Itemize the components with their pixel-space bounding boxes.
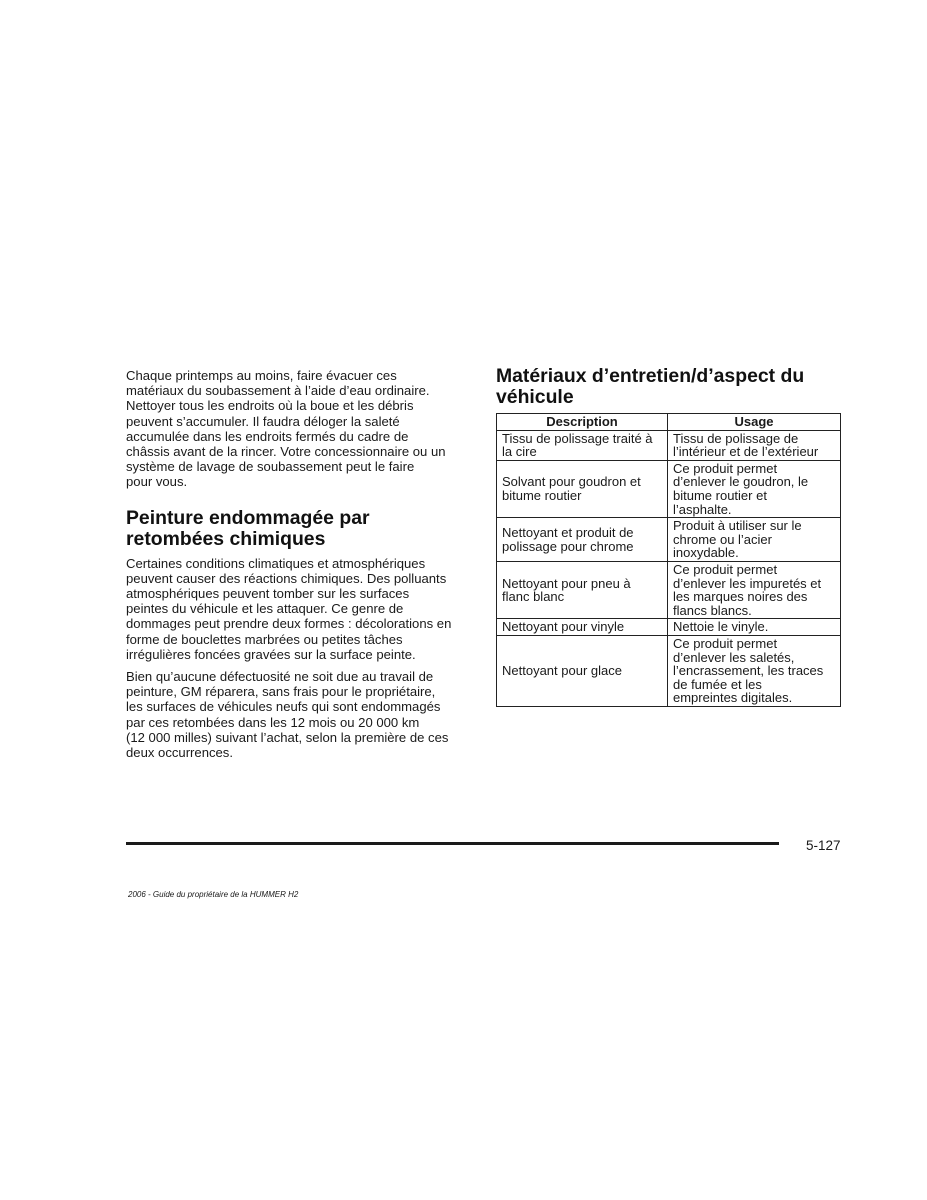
cell-line: Tissu de polissage traité à bbox=[502, 430, 653, 446]
cell-line: Ce produit permet bbox=[673, 561, 778, 577]
cell-line: la cire bbox=[502, 444, 537, 460]
heading-line: Matériaux d’entretien/d’aspect du bbox=[496, 365, 805, 387]
text-line: Nettoyer tous les endroits où la boue et les débris bbox=[126, 398, 414, 414]
page-number: 5-127 bbox=[806, 838, 841, 853]
page-divider-rule bbox=[126, 842, 779, 845]
cell-line: d’enlever les impuretés et bbox=[673, 575, 822, 591]
table-row bbox=[497, 635, 841, 706]
heading-line: véhicule bbox=[496, 386, 574, 408]
cell-line: Ce produit permet bbox=[673, 460, 778, 476]
text-line: accumulée dans les endroits fermés du cadre de bbox=[126, 428, 409, 444]
cell-line: inoxydable. bbox=[673, 545, 739, 561]
column-header-description: Description bbox=[497, 414, 668, 431]
intro-paragraph bbox=[126, 368, 472, 490]
chemical-paragraph-2 bbox=[126, 669, 472, 760]
right-column bbox=[496, 366, 842, 707]
cell-line: Ce produit permet bbox=[673, 635, 778, 651]
table-row bbox=[497, 619, 841, 636]
table-row bbox=[497, 518, 841, 562]
care-materials-table bbox=[496, 413, 841, 707]
cell-line: Nettoyant pour pneu à bbox=[502, 575, 631, 591]
footer-caption: 2006 - Guide du propriétaire de la HUMMER H2 bbox=[128, 890, 299, 899]
left-column bbox=[126, 368, 472, 760]
table-row bbox=[497, 561, 841, 618]
heading-line: retombées chimiques bbox=[126, 527, 326, 550]
section-heading-chemical-damage bbox=[126, 508, 472, 550]
cell-line: bitume routier bbox=[502, 487, 582, 503]
cell-line: Nettoyant et produit de bbox=[502, 524, 634, 540]
text-line: peuvent causer des réactions chimiques. Des polluants bbox=[126, 570, 447, 586]
section-heading-care-materials bbox=[496, 366, 842, 408]
text-line: matériaux du soubassement à l’aide d’eau ordinaire. bbox=[126, 383, 430, 399]
text-line: châssis avant de la rincer. Votre concessionnaire ou un bbox=[126, 444, 446, 460]
cell-line: Nettoyant pour glace bbox=[502, 663, 622, 679]
text-line: Bien qu’aucune défectuosité ne soit due au travail de bbox=[126, 669, 434, 685]
usage-cell bbox=[668, 518, 841, 562]
description-cell bbox=[497, 518, 668, 562]
cell-line: polissage pour chrome bbox=[502, 538, 634, 554]
cell-line: d’enlever les saletés, bbox=[673, 649, 795, 665]
heading-line: Peinture endommagée par bbox=[126, 506, 370, 529]
cell-line: Nettoie le vinyle. bbox=[673, 619, 769, 635]
cell-line: d’enlever le goudron, le bbox=[673, 474, 809, 490]
cell-line: chrome ou l’acier bbox=[673, 531, 772, 547]
text-line: irrégulières foncées gravées sur la surface peinte. bbox=[126, 646, 416, 662]
cell-line: l’intérieur et de l’extérieur bbox=[673, 444, 819, 460]
cell-line: les marques noires des bbox=[673, 589, 808, 605]
cell-line: de fumée et les bbox=[673, 676, 762, 692]
cell-line: flancs blancs. bbox=[673, 602, 752, 618]
text-line: système de lavage de soubassement peut le faire bbox=[126, 459, 415, 475]
table-row bbox=[497, 430, 841, 460]
text-line: forme de bouclettes marbrées ou petites tâches bbox=[126, 631, 403, 647]
cell-line: Solvant pour goudron et bbox=[502, 474, 641, 490]
cell-line: Produit à utiliser sur le bbox=[673, 518, 802, 534]
text-line: pour vous. bbox=[126, 474, 188, 490]
table-row bbox=[497, 460, 841, 517]
description-cell bbox=[497, 619, 668, 636]
text-line: par ces retombées dans les 12 mois ou 20 000 km bbox=[126, 714, 420, 730]
cell-line: l’asphalte. bbox=[673, 501, 732, 517]
text-line: dommages peut prendre deux formes : décolorations en bbox=[126, 616, 452, 632]
cell-line: flanc blanc bbox=[502, 589, 565, 605]
text-line: peintes du véhicule et les attaquer. Ce genre de bbox=[126, 601, 404, 617]
cell-line: empreintes digitales. bbox=[673, 690, 793, 706]
cell-line: Nettoyant pour vinyle bbox=[502, 619, 625, 635]
text-line: peinture, GM réparera, sans frais pour le propriétaire, bbox=[126, 684, 436, 700]
text-line: les surfaces de véhicules neufs qui sont endommagés bbox=[126, 699, 441, 715]
usage-cell bbox=[668, 635, 841, 706]
chemical-paragraph-1 bbox=[126, 556, 472, 662]
cell-line: Tissu de polissage de bbox=[673, 430, 799, 446]
text-line: Chaque printemps au moins, faire évacuer ces bbox=[126, 368, 397, 383]
usage-cell bbox=[668, 460, 841, 517]
text-line: atmosphériques peuvent tomber sur les surfaces bbox=[126, 586, 410, 602]
text-line: (12 000 milles) suivant l’achat, selon la première de ces bbox=[126, 729, 449, 745]
description-cell bbox=[497, 635, 668, 706]
text-line: peuvent s’accumuler. Il faudra déloger la saleté bbox=[126, 413, 400, 429]
usage-cell bbox=[668, 430, 841, 460]
text-line: deux occurrences. bbox=[126, 745, 233, 761]
cell-line: l’encrassement, les traces bbox=[673, 663, 824, 679]
cell-line: bitume routier et bbox=[673, 487, 767, 503]
description-cell bbox=[497, 561, 668, 618]
text-line: Certaines conditions climatiques et atmosphériques bbox=[126, 555, 426, 571]
usage-cell bbox=[668, 619, 841, 636]
column-header-usage: Usage bbox=[668, 414, 841, 431]
table-header-row bbox=[497, 414, 841, 431]
description-cell bbox=[497, 430, 668, 460]
description-cell bbox=[497, 460, 668, 517]
usage-cell bbox=[668, 561, 841, 618]
